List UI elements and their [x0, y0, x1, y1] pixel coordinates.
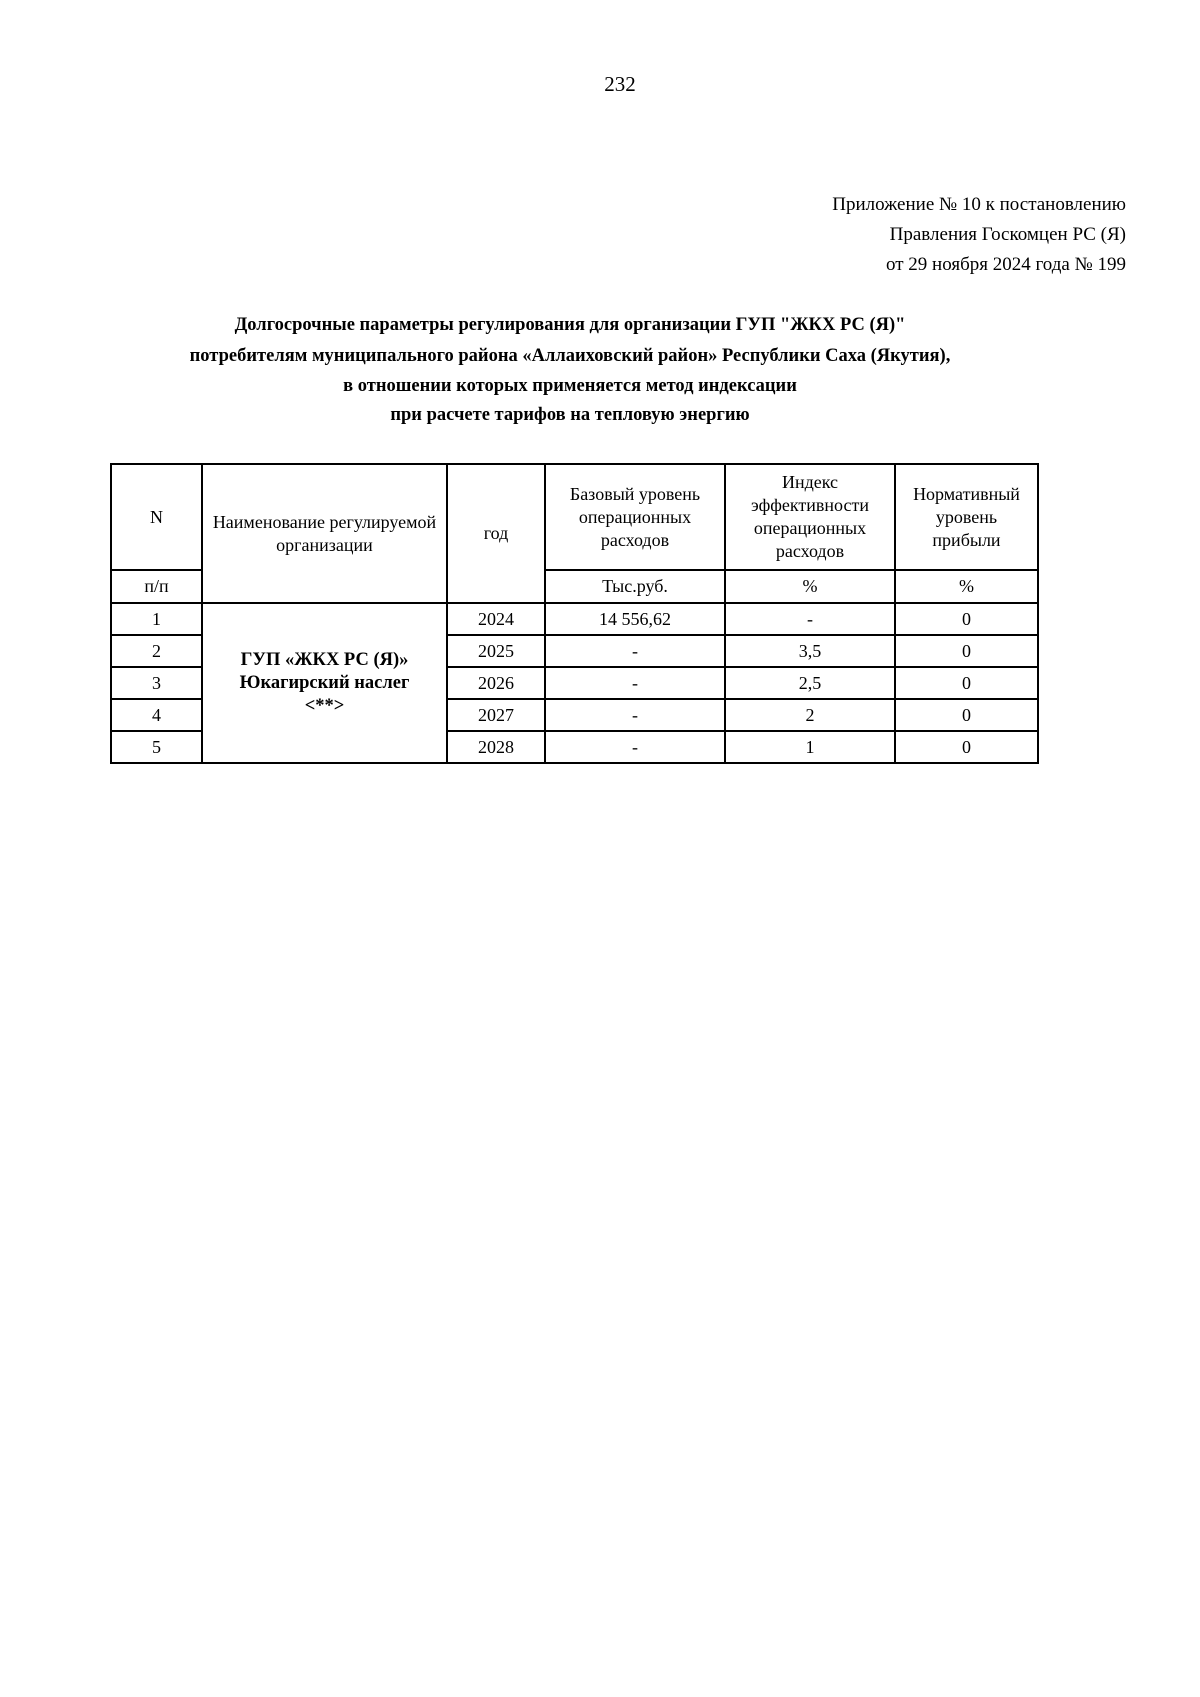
- appendix-line: Приложение № 10 к постановлению: [832, 194, 1126, 215]
- cell-efficiency-index: 3,5: [725, 635, 895, 667]
- header-efficiency-index: Индекс эффективности операционных расходов: [725, 464, 895, 570]
- cell-efficiency-index: 1: [725, 731, 895, 763]
- cell-year: 2024: [447, 603, 545, 635]
- cell-n: 5: [111, 731, 202, 763]
- unit-base-level: Тыс.руб.: [545, 570, 725, 603]
- cell-year: 2026: [447, 667, 545, 699]
- title-line: при расчете тарифов на тепловую энергию: [390, 405, 750, 425]
- page-number: 232: [604, 72, 636, 96]
- cell-base-level: -: [545, 699, 725, 731]
- header-row: [111, 464, 1038, 570]
- cell-year: 2025: [447, 635, 545, 667]
- cell-efficiency-index: 2: [725, 699, 895, 731]
- organization-line: Юкагирский наслег: [239, 672, 410, 693]
- cell-base-level: -: [545, 731, 725, 763]
- organization-cell: [202, 603, 447, 763]
- cell-year: 2028: [447, 731, 545, 763]
- unit-profit-level: %: [895, 570, 1038, 603]
- appendix-note: [832, 190, 1126, 280]
- document-title: [110, 310, 1030, 430]
- table-row: [111, 603, 1038, 635]
- cell-profit-level: 0: [895, 699, 1038, 731]
- cell-base-level: 14 556,62: [545, 603, 725, 635]
- cell-profit-level: 0: [895, 731, 1038, 763]
- header-n-sub: п/п: [111, 570, 202, 603]
- cell-efficiency-index: -: [725, 603, 895, 635]
- cell-efficiency-index: 2,5: [725, 667, 895, 699]
- header-n: N: [111, 464, 202, 570]
- appendix-line: Правления Госкомцен РС (Я): [889, 224, 1126, 245]
- organization-line: <**>: [304, 695, 345, 716]
- parameters-table: [110, 463, 1039, 764]
- appendix-line: от 29 ноября 2024 года № 199: [885, 254, 1126, 275]
- cell-year: 2027: [447, 699, 545, 731]
- cell-profit-level: 0: [895, 667, 1038, 699]
- organization-line: ГУП «ЖКХ РС (Я)»: [240, 649, 409, 670]
- cell-profit-level: 0: [895, 635, 1038, 667]
- title-line: Долгосрочные параметры регулирования для организации ГУП "ЖКХ РС (Я)": [234, 315, 906, 335]
- header-org-name: Наименование регулируемой организации: [202, 464, 447, 603]
- cell-base-level: -: [545, 635, 725, 667]
- header-year: год: [447, 464, 545, 603]
- header-base-level: Базовый уровень операционных расходов: [545, 464, 725, 570]
- unit-efficiency-index: %: [725, 570, 895, 603]
- title-line: в отношении которых применяется метод индексации: [343, 376, 797, 396]
- cell-n: 1: [111, 603, 202, 635]
- cell-profit-level: 0: [895, 603, 1038, 635]
- title-line: потребителям муниципального района «Аллаиховский район» Республики Саха (Якутия),: [189, 346, 951, 366]
- cell-n: 4: [111, 699, 202, 731]
- cell-n: 3: [111, 667, 202, 699]
- cell-base-level: -: [545, 667, 725, 699]
- header-profit-level: Нормативный уровень прибыли: [895, 464, 1038, 570]
- cell-n: 2: [111, 635, 202, 667]
